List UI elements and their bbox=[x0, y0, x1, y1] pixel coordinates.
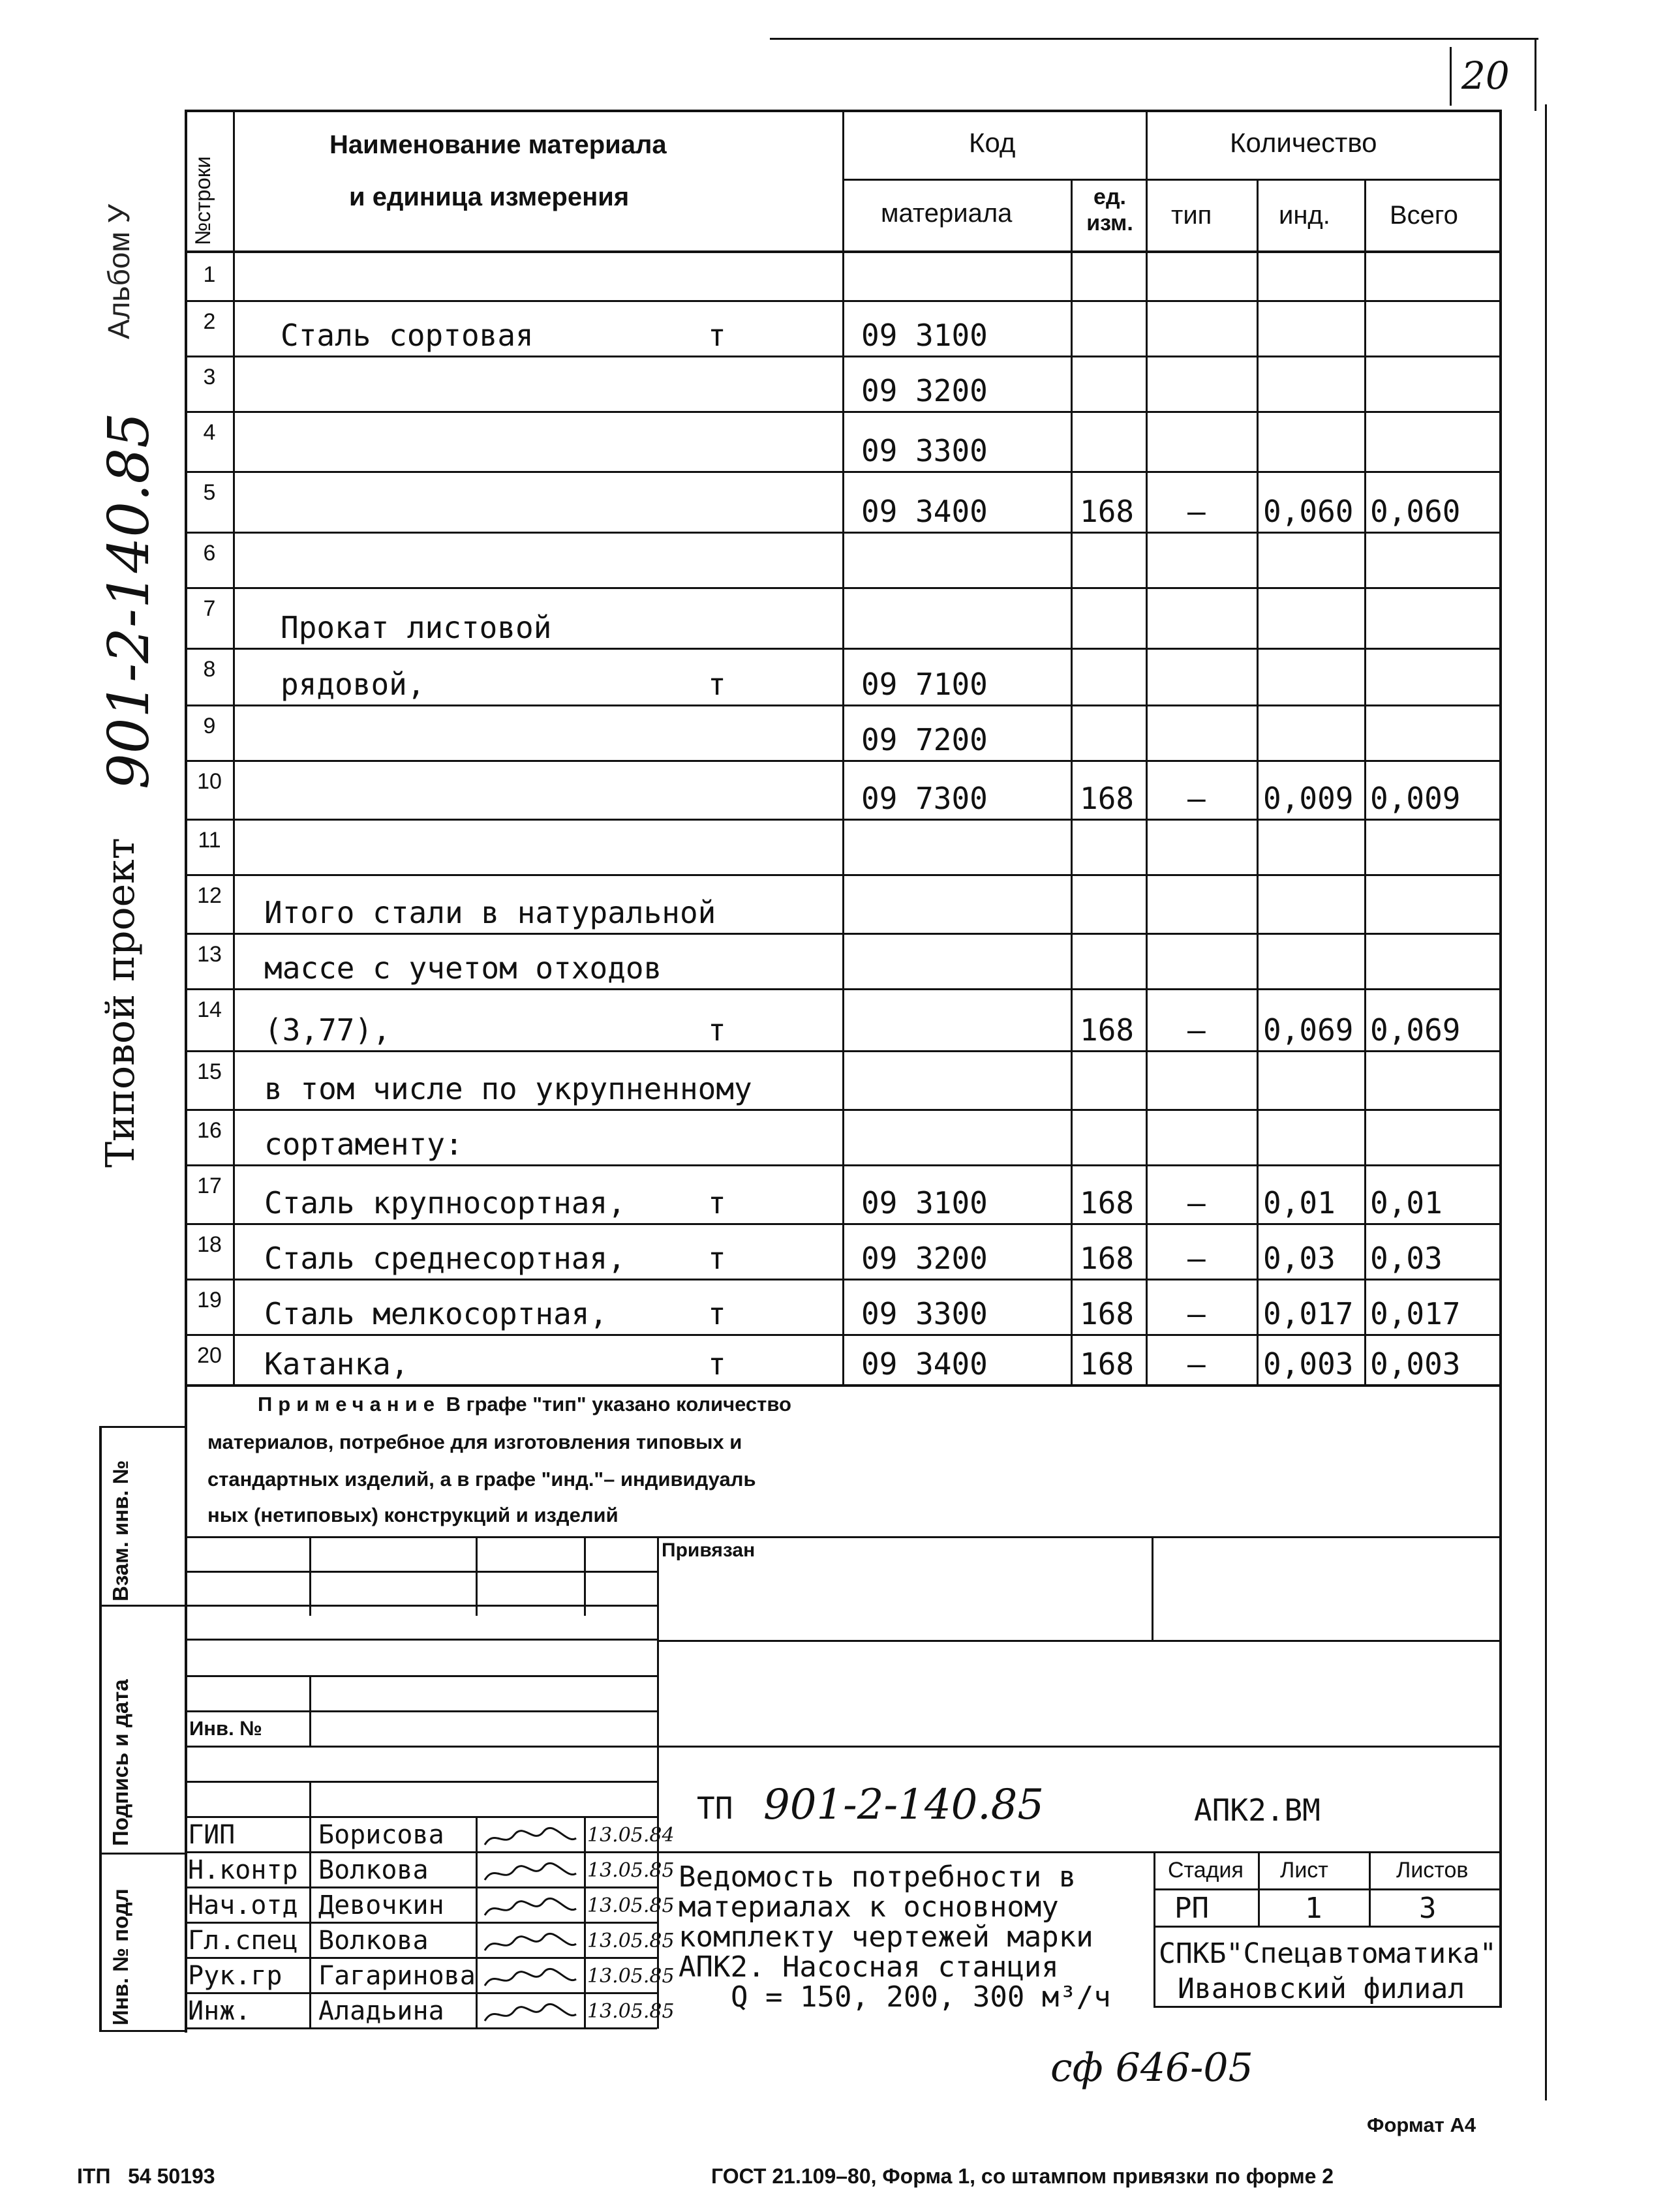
row-uom: 168 bbox=[1080, 1346, 1135, 1382]
note-line1: В графе "тип" указано количество bbox=[446, 1393, 791, 1416]
row-uom: 168 bbox=[1080, 1296, 1135, 1331]
staff-name: Девочкин bbox=[318, 1890, 444, 1920]
sheets-label: Листов bbox=[1396, 1858, 1469, 1883]
row-number: 6 bbox=[203, 541, 216, 566]
signature-mark bbox=[481, 1860, 579, 1886]
row-name: Сталь мелкосортная, bbox=[264, 1296, 608, 1331]
row-code: 09 3400 bbox=[861, 494, 988, 529]
page-number: 20 bbox=[1461, 53, 1510, 98]
name-header-line2: и единица измерения bbox=[349, 183, 630, 211]
signature-mark bbox=[481, 2001, 579, 2027]
code-material-header: материала bbox=[881, 199, 1013, 228]
row-ind: 0,009 bbox=[1263, 781, 1354, 816]
row-number: 12 bbox=[197, 883, 222, 908]
footer-left: ITП 54 50193 bbox=[77, 2164, 215, 2188]
note-line4: ных (нетиповых) конструкций и изделий bbox=[207, 1504, 619, 1526]
row-code: 09 3300 bbox=[861, 1296, 988, 1331]
row-unit: т bbox=[708, 1185, 726, 1220]
row-ind: 0,069 bbox=[1263, 1012, 1354, 1048]
row-number: 2 bbox=[203, 309, 216, 334]
album-label: Альбом У bbox=[102, 204, 136, 339]
staff-role: Н.контр bbox=[188, 1855, 298, 1885]
row-unit: т bbox=[708, 1296, 726, 1331]
row-total: 0,017 bbox=[1370, 1296, 1461, 1331]
row-type: – bbox=[1187, 1185, 1206, 1220]
note-line3: стандартных изделий, а в графе "инд."– индивидуаль bbox=[207, 1468, 756, 1491]
row-ind: 0,060 bbox=[1263, 494, 1354, 529]
row-type: – bbox=[1187, 494, 1206, 529]
name-header-line1: Наименование материала bbox=[329, 130, 667, 159]
signature-mark bbox=[481, 1896, 579, 1922]
doc-title-line1: Ведомость потребности в bbox=[679, 1860, 1077, 1894]
row-ind: 0,01 bbox=[1263, 1185, 1336, 1220]
row-code: 09 7300 bbox=[861, 781, 988, 816]
row-name: Прокат листовой bbox=[281, 610, 552, 645]
doc-code-prefix: ТП bbox=[697, 1791, 733, 1826]
row-uom: 168 bbox=[1080, 781, 1135, 816]
side-project-code: 901-2-140.85 bbox=[97, 412, 162, 789]
row-name: рядовой, bbox=[281, 667, 425, 702]
row-number: 20 bbox=[197, 1343, 222, 1368]
row-number: 19 bbox=[197, 1288, 222, 1312]
signature-mark bbox=[481, 1966, 579, 1992]
row-ind: 0,03 bbox=[1263, 1241, 1336, 1276]
row-name: массе с учетом отходов bbox=[264, 950, 662, 986]
staff-date: 13.05.85 bbox=[587, 1894, 675, 1917]
row-type: – bbox=[1187, 781, 1206, 816]
row-code: 09 7100 bbox=[861, 667, 988, 702]
row-number: 15 bbox=[197, 1059, 222, 1084]
qty-type-header: тип bbox=[1171, 201, 1212, 230]
row-name: Сталь сортовая bbox=[281, 318, 534, 353]
row-type: – bbox=[1187, 1346, 1206, 1382]
row-number: 18 bbox=[197, 1232, 222, 1257]
staff-name: Аладьина bbox=[318, 1996, 444, 2026]
row-name: Итого стали в натуральной bbox=[264, 895, 716, 930]
row-number: 4 bbox=[203, 420, 216, 445]
staff-date: 13.05.85 bbox=[587, 1965, 675, 1988]
sheet-label: Лист bbox=[1280, 1858, 1328, 1883]
row-number: 17 bbox=[197, 1174, 222, 1198]
vzam-inv-label: Взам. инв. № bbox=[108, 1460, 132, 1601]
row-total: 0,060 bbox=[1370, 494, 1461, 529]
row-total: 0,069 bbox=[1370, 1012, 1461, 1048]
row-code: 09 3300 bbox=[861, 433, 988, 468]
staff-role: ГИП bbox=[188, 1820, 236, 1850]
privyazan-label: Привязан bbox=[662, 1539, 756, 1561]
staff-date: 13.05.85 bbox=[587, 2000, 675, 2023]
doc-title-line2: материалах к основному bbox=[679, 1890, 1059, 1924]
row-number: 14 bbox=[197, 997, 222, 1022]
row-uom: 168 bbox=[1080, 1241, 1135, 1276]
row-uom: 168 bbox=[1080, 1012, 1135, 1048]
doc-code-handwritten: 901-2-140.85 bbox=[763, 1781, 1045, 1829]
row-total: 0,009 bbox=[1370, 781, 1461, 816]
stage-label: Стадия bbox=[1168, 1858, 1244, 1883]
row-uom: 168 bbox=[1080, 1185, 1135, 1220]
org-line2: Ивановский филиал bbox=[1178, 1973, 1465, 2005]
inv-no-label: Инв. № bbox=[189, 1717, 262, 1740]
row-number-header: №строки bbox=[191, 156, 215, 245]
row-unit: т bbox=[708, 1012, 726, 1048]
row-type: – bbox=[1187, 1241, 1206, 1276]
row-type: – bbox=[1187, 1296, 1206, 1331]
quantity-header: Количество bbox=[1230, 127, 1377, 158]
row-unit: т bbox=[708, 667, 726, 702]
staff-name: Борисова bbox=[318, 1820, 444, 1850]
staff-date: 13.05.85 bbox=[587, 1930, 675, 1952]
code-header: Код bbox=[969, 127, 1016, 158]
doc-title-line4: АПК2. Насосная станция bbox=[679, 1950, 1059, 1984]
row-code: 09 3200 bbox=[861, 1241, 988, 1276]
row-number: 11 bbox=[198, 828, 221, 853]
row-ind: 0,003 bbox=[1263, 1346, 1354, 1382]
row-code: 09 3200 bbox=[861, 373, 988, 408]
row-name: Сталь среднесортная, bbox=[264, 1241, 626, 1276]
row-number: 10 bbox=[197, 769, 222, 794]
row-number: 3 bbox=[203, 365, 216, 389]
qty-total-header: Всего bbox=[1390, 201, 1458, 230]
staff-date: 13.05.85 bbox=[587, 1859, 675, 1882]
handwritten-registration: сф 646-05 bbox=[1050, 2045, 1253, 2091]
staff-date: 13.05.84 bbox=[587, 1824, 675, 1847]
row-number: 16 bbox=[197, 1118, 222, 1143]
signature-mark bbox=[481, 1931, 579, 1957]
inv-podl-label: Инв. № подл bbox=[108, 1888, 132, 2025]
row-number: 1 bbox=[203, 262, 216, 287]
row-number: 5 bbox=[203, 480, 216, 505]
row-number: 13 bbox=[197, 942, 222, 967]
row-total: 0,01 bbox=[1370, 1185, 1443, 1220]
row-name: Сталь крупносортная, bbox=[264, 1185, 626, 1220]
staff-role: Гл.спец bbox=[188, 1926, 298, 1956]
staff-name: Волкова bbox=[318, 1926, 429, 1956]
project-type-label: Типовой проект bbox=[98, 838, 144, 1168]
row-unit: т bbox=[708, 318, 726, 353]
sheet-value: 1 bbox=[1305, 1892, 1322, 1925]
doc-title-line3: комплекту чертежей марки bbox=[679, 1920, 1093, 1954]
row-ind: 0,017 bbox=[1263, 1296, 1354, 1331]
row-name: (3,77), bbox=[264, 1012, 391, 1048]
podpis-data-label: Подпись и дата bbox=[108, 1679, 132, 1846]
staff-name: Волкова bbox=[318, 1855, 429, 1885]
footer-right: ГОСТ 21.109–80, Форма 1, со штампом привязки по форме 2 bbox=[711, 2164, 1334, 2188]
row-name: в том числе по укрупненному bbox=[264, 1071, 752, 1106]
row-code: 09 3100 bbox=[861, 318, 988, 353]
row-unit: т bbox=[708, 1346, 726, 1382]
row-total: 0,003 bbox=[1370, 1346, 1461, 1382]
sheets-value: 3 bbox=[1419, 1892, 1437, 1925]
code-unit-header: ед. изм. bbox=[1086, 185, 1133, 235]
row-number: 9 bbox=[203, 714, 216, 738]
signature-mark bbox=[481, 1825, 579, 1851]
doc-title-line5: Q = 150, 200, 300 м³/ч bbox=[731, 1980, 1111, 2014]
staff-role: Инж. bbox=[188, 1996, 251, 2026]
row-type: – bbox=[1187, 1012, 1206, 1048]
row-unit: т bbox=[708, 1241, 726, 1276]
stage-value: РП bbox=[1174, 1892, 1209, 1925]
doc-mark: АПК2.ВМ bbox=[1194, 1793, 1321, 1828]
staff-name: Гагаринова bbox=[318, 1961, 476, 1991]
row-name: Катанка, bbox=[264, 1346, 409, 1382]
org-line1: СПКБ"Спецавтоматика" bbox=[1159, 1937, 1497, 1970]
note-line2: материалов, потребное для изготовления типовых и bbox=[207, 1431, 742, 1453]
staff-role: Нач.отд bbox=[188, 1890, 298, 1920]
note-label: Примечание bbox=[258, 1393, 440, 1416]
row-code: 09 3100 bbox=[861, 1185, 988, 1220]
row-number: 7 bbox=[203, 596, 216, 621]
row-code: 09 3400 bbox=[861, 1346, 988, 1382]
qty-ind-header: инд. bbox=[1279, 201, 1330, 230]
row-code: 09 7200 bbox=[861, 722, 988, 757]
staff-role: Рук.гр bbox=[188, 1961, 283, 1991]
row-number: 8 bbox=[203, 657, 216, 682]
format-label: Формат А4 bbox=[1367, 2114, 1476, 2136]
row-uom: 168 bbox=[1080, 494, 1135, 529]
row-name: сортаменту: bbox=[264, 1127, 463, 1162]
row-total: 0,03 bbox=[1370, 1241, 1443, 1276]
